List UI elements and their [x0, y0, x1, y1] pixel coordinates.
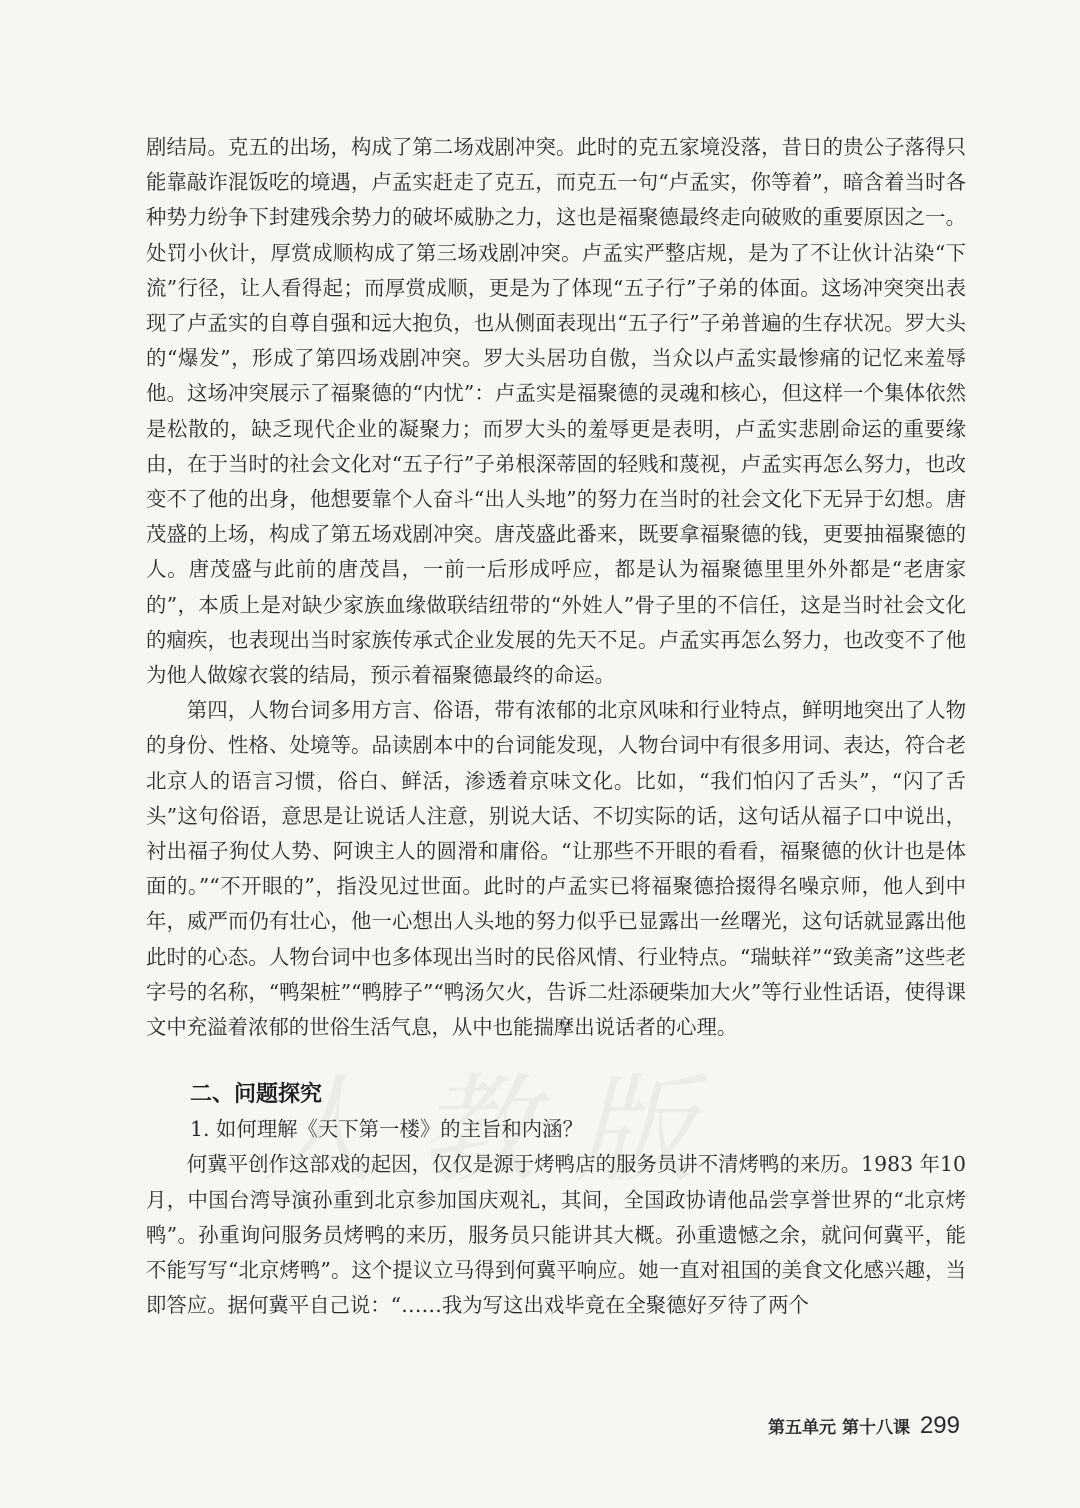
page-footer — [768, 1412, 960, 1440]
body-paragraph-3: 何冀平创作这部戏的起因，仅仅是源于烤鸭店的服务员讲不清烤鸭的来历。1983 年10月，中国台湾导演孙重到北京参加国庆观礼，其间，全国政协请他品尝享誉世界的“北京烤鸭”。孙重询问服务员烤鸭的来历，服务员只能讲其大概。孙重遗憾之余，就问何冀平，能不能写写“北京烤鸭”。这个提议立马得到何冀平响应。她一直对祖国的美食文化感兴趣，当即答应。据何冀平自己说：“……我为写这出戏毕竟在全聚德好歹待了两个 — [146, 1152, 966, 1318]
section-heading: 二、问题探究 — [190, 1082, 323, 1108]
body-paragraph-2: 第四，人物台词多用方言、俗语，带有浓郁的北京风味和行业特点，鲜明地突出了人物的身份、性格、处境等。品读剧本中的台词能发现，人物台词中有很多用词、表达，符合老北京人的语言习惯，俗白、鲜活，渗透着京味文化。比如，“我们怕闪了舌头”，“闪了舌头”这句俗语，意思是让说话人注意，别说大话、不切实际的话，这句话从福子口中说出，衬出福子狗仗人势、阿谀主人的圆滑和庸俗。“让那些不开眼的看看，福聚德的伙计也是体面的。”“不开眼的”，指没见过世面。此时的卢孟实已将福聚德拾掇得名噪京师，他人到中年，威严而仍有壮心，他一心想出人头地的努力似乎已显露出一丝曙光，这句话就显露出他此时的心态。人物台词中也多体现出当时的民俗风情、行业特点。“瑞蚨祥”“致美斋”这些老字号的名称，“鸭架桩”“鸭脖子”“鸭汤欠火，告诉二灶添硬柴加大火”等行业性话语，使得课文中充溢着浓郁的世俗生活气息，从中也能揣摩出说话者的心理。 — [146, 698, 966, 1040]
question-heading: 1. 如何理解《天下第一楼》的主旨和内涵？ — [190, 1117, 583, 1142]
unit-lesson-label: 第五单元 第十八课 — [768, 1418, 910, 1438]
body-paragraph-1: 剧结局。克五的出场，构成了第二场戏剧冲突。此时的克五家境没落，昔日的贵公子落得只能靠敲诈混饭吃的境遇，卢孟实赶走了克五，而克五一句“卢孟实，你等着”，暗含着当时各种势力纷争下封建残余势力的破坏威胁之力，这也是福聚德最终走向破败的重要原因之一。处罚小伙计，厚赏成顺构成了第三场戏剧冲突。卢孟实严整店规，是为了不让伙计沾染“下流”行径，让人看得起；而厚赏成顺，更是为了体现“五子行”子弟的体面。这场冲突突出表现了卢孟实的自尊自强和远大抱负，也从侧面表现出“五子行”子弟普遍的生存状况。罗大头的“爆发”，形成了第四场戏剧冲突。罗大头居功自傲，当众以卢孟实最惨痛的记忆来羞辱他。这场冲突展示了福聚德的“内忧”：卢孟实是福聚德的灵魂和核心，但这样一个集体依然是松散的，缺乏现代企业的凝聚力；而罗大头的羞辱更是表明，卢孟实悲剧命运的重要缘由，在于当时的社会文化对“五子行”子弟根深蒂固的轻贱和蔑视，卢孟实再怎么努力，也改变不了他的出身，他想要靠个人奋斗“出人头地”的努力在当时的社会文化下无异于幻想。唐茂盛的上场，构成了第五场戏剧冲突。唐茂盛此番来，既要拿福聚德的钱，更要抽福聚德的人。唐茂盛与此前的唐茂昌，一前一后形成呼应，都是认为福聚德里里外外都是“老唐家的”，本质上是对缺少家族血缘做联结纽带的“外姓人”骨子里的不信任，这是当时社会文化的痼疾，也表现出当时家族传承式企业发展的先天不足。卢孟实再怎么努力，也改变不了他为他人做嫁衣裳的结局，预示着福聚德最终的命运。 — [146, 135, 966, 688]
page-content — [146, 130, 966, 1324]
page-number: 299 — [919, 1412, 960, 1439]
